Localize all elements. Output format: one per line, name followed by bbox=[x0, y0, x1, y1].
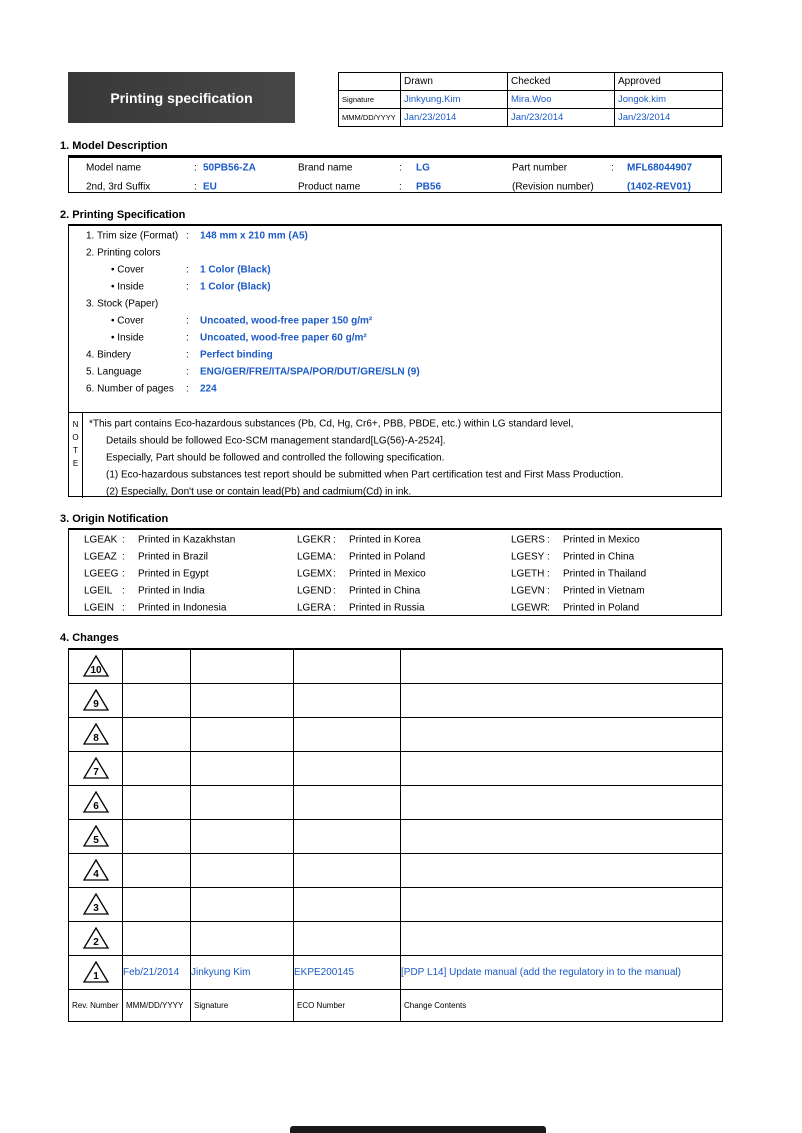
origin-code: LGEIN bbox=[84, 602, 115, 614]
colon: : bbox=[186, 383, 189, 394]
date-drawn: Jan/23/2014 bbox=[401, 109, 508, 127]
origin-country: Printed in Egypt bbox=[138, 568, 209, 580]
rev-number: 9 bbox=[92, 699, 99, 710]
spec-value: 224 bbox=[200, 383, 217, 394]
change-contents bbox=[401, 819, 723, 853]
footer-date: MMM/DD/YYYY bbox=[123, 989, 191, 1021]
note-vertical-label bbox=[69, 413, 83, 498]
origin-code: LGEAZ bbox=[84, 551, 117, 563]
rev-number: 5 bbox=[92, 835, 99, 846]
change-signature bbox=[191, 751, 294, 785]
spec-value: ENG/GER/FRE/ITA/SPA/POR/DUT/GRE/SLN (9) bbox=[200, 366, 420, 377]
change-eco-number bbox=[294, 649, 401, 683]
signature-checked: Mira.Woo bbox=[508, 91, 615, 109]
date-checked: Jan/23/2014 bbox=[508, 109, 615, 127]
origin-code: LGEIL bbox=[84, 585, 113, 597]
origin-code: LGEWR bbox=[511, 602, 548, 614]
suffix-label: 2nd, 3rd Suffix bbox=[86, 181, 151, 192]
spec-row-printing-colors bbox=[69, 244, 721, 261]
change-date bbox=[123, 683, 191, 717]
rev-number: 3 bbox=[92, 903, 99, 914]
rev-triangle-icon bbox=[83, 688, 109, 712]
origin-code: LGETH bbox=[511, 568, 545, 580]
date-row-label: MMM/DD/YYYY bbox=[339, 109, 401, 127]
colon: : bbox=[194, 162, 197, 173]
change-eco-number bbox=[294, 921, 401, 955]
revision-number-value: (1402-REV01) bbox=[627, 181, 691, 192]
change-date bbox=[123, 717, 191, 751]
changes-row-2 bbox=[69, 921, 723, 955]
model-row-1 bbox=[69, 158, 721, 177]
part-number-label: Part number bbox=[512, 162, 568, 173]
change-date bbox=[123, 751, 191, 785]
change-eco-number bbox=[294, 853, 401, 887]
spec-value: Uncoated, wood-free paper 150 g/m² bbox=[200, 315, 373, 326]
spec-row-language bbox=[69, 363, 721, 380]
colon: : bbox=[186, 349, 189, 360]
colon: : bbox=[186, 281, 189, 292]
changes-row-10 bbox=[69, 649, 723, 683]
origin-code: LGERS bbox=[511, 534, 545, 546]
note-letter: E bbox=[72, 459, 79, 468]
note-letter: N bbox=[72, 420, 79, 429]
origin-code: LGEAK bbox=[84, 534, 118, 546]
spec-label: • Inside bbox=[111, 281, 144, 292]
document-title-box bbox=[68, 72, 295, 123]
rev-triangle-icon bbox=[83, 654, 109, 678]
product-name-label: Product name bbox=[298, 181, 361, 192]
origin-country: Printed in Poland bbox=[349, 551, 426, 563]
footer-signature: Signature bbox=[191, 989, 294, 1021]
rev-number: 6 bbox=[92, 801, 99, 812]
origin-row bbox=[69, 583, 721, 600]
spec-row-bindery bbox=[69, 346, 721, 363]
note-content bbox=[83, 413, 721, 498]
rev-number: 7 bbox=[92, 767, 99, 778]
changes-row-3 bbox=[69, 887, 723, 921]
change-date: Feb/21/2014 bbox=[123, 955, 191, 989]
origin-code: LGEKR bbox=[297, 534, 331, 546]
part-number-value: MFL68044907 bbox=[627, 162, 693, 173]
change-signature bbox=[191, 785, 294, 819]
rev-triangle-icon bbox=[83, 756, 109, 780]
spec-label: 3. Stock (Paper) bbox=[86, 298, 159, 309]
approval-col-checked: Checked bbox=[508, 73, 615, 91]
note-letter: T bbox=[73, 446, 78, 455]
spec-value: Perfect binding bbox=[200, 349, 273, 360]
section-title-changes: 4. Changes bbox=[60, 632, 119, 644]
colon: : bbox=[547, 585, 550, 597]
colon: : bbox=[547, 534, 550, 546]
rev-triangle-icon bbox=[83, 960, 109, 984]
rev-triangle-icon bbox=[83, 790, 109, 814]
spec-value: 1 Color (Black) bbox=[200, 281, 271, 292]
spec-value: Uncoated, wood-free paper 60 g/m² bbox=[200, 332, 367, 343]
section-title-model-description: 1. Model Description bbox=[60, 140, 168, 152]
date-approved: Jan/23/2014 bbox=[615, 109, 723, 127]
change-contents bbox=[401, 683, 723, 717]
spec-row-trim-size bbox=[69, 227, 721, 244]
origin-row bbox=[69, 548, 721, 565]
colon: : bbox=[186, 315, 189, 326]
change-signature bbox=[191, 819, 294, 853]
colon: : bbox=[333, 585, 336, 597]
change-signature bbox=[191, 853, 294, 887]
changes-row-7 bbox=[69, 751, 723, 785]
origin-notification-table bbox=[68, 528, 722, 616]
origin-code: LGEND bbox=[297, 585, 332, 597]
change-eco-number bbox=[294, 887, 401, 921]
spec-label: • Cover bbox=[111, 315, 144, 326]
change-contents bbox=[401, 887, 723, 921]
spec-value: 148 mm x 210 mm (A5) bbox=[200, 230, 308, 241]
colon: : bbox=[547, 568, 550, 580]
colon: : bbox=[399, 181, 402, 192]
colon: : bbox=[186, 264, 189, 275]
note-line: (1) Eco-hazardous substances test report should be submitted when Part certification test and First Mass Production. bbox=[106, 469, 624, 480]
product-name-value: PB56 bbox=[416, 181, 442, 192]
approval-date-row bbox=[339, 109, 723, 127]
spec-row-stock-paper bbox=[69, 295, 721, 312]
colon: : bbox=[547, 551, 550, 563]
signature-drawn: Jinkyung.Kim bbox=[401, 91, 508, 109]
change-date bbox=[123, 853, 191, 887]
colon: : bbox=[547, 602, 550, 614]
colon: : bbox=[122, 551, 125, 563]
changes-footer-row bbox=[69, 989, 723, 1021]
change-eco-number bbox=[294, 819, 401, 853]
model-row-2 bbox=[69, 177, 721, 196]
rev-number: 1 bbox=[92, 971, 99, 982]
origin-country: Printed in China bbox=[349, 585, 421, 597]
change-signature bbox=[191, 921, 294, 955]
rev-triangle-icon bbox=[83, 858, 109, 882]
spec-label: 5. Language bbox=[86, 366, 142, 377]
origin-code: LGEEG bbox=[84, 568, 119, 580]
document-title: Printing specification bbox=[110, 89, 253, 106]
change-date bbox=[123, 921, 191, 955]
change-contents bbox=[401, 751, 723, 785]
colon: : bbox=[194, 181, 197, 192]
spec-label: • Cover bbox=[111, 264, 144, 275]
origin-country: Printed in Brazil bbox=[138, 551, 209, 563]
changes-row-6 bbox=[69, 785, 723, 819]
colon: : bbox=[399, 162, 402, 173]
origin-row bbox=[69, 600, 721, 617]
change-signature bbox=[191, 717, 294, 751]
changes-row-9 bbox=[69, 683, 723, 717]
colon: : bbox=[333, 602, 336, 614]
changes-row-5 bbox=[69, 819, 723, 853]
origin-country: Printed in Russia bbox=[349, 602, 425, 614]
origin-code: LGEVN bbox=[511, 585, 545, 597]
change-eco-number: EKPE200145 bbox=[294, 955, 401, 989]
colon: : bbox=[333, 534, 336, 546]
spec-label: • Inside bbox=[111, 332, 144, 343]
note-line: *This part contains Eco-hazardous substances (Pb, Cd, Hg, Cr6+, PBB, PBDE, etc.) within LG standard level, bbox=[89, 418, 574, 429]
approval-header-row bbox=[339, 73, 723, 91]
origin-country: Printed in Mexico bbox=[349, 568, 426, 580]
rev-triangle-icon bbox=[83, 892, 109, 916]
colon: : bbox=[122, 585, 125, 597]
spec-row-number-of-pages bbox=[69, 380, 721, 397]
brand-name-value: LG bbox=[416, 162, 430, 173]
colon: : bbox=[186, 366, 189, 377]
change-signature bbox=[191, 649, 294, 683]
change-date bbox=[123, 887, 191, 921]
colon: : bbox=[122, 602, 125, 614]
note-line: (2) Especially, Don't use or contain lead(Pb) and cadmium(Cd) in ink. bbox=[106, 486, 412, 497]
origin-code: LGEMX bbox=[297, 568, 333, 580]
colon: : bbox=[122, 534, 125, 546]
changes-table bbox=[68, 648, 723, 1022]
signature-row-label: Signature bbox=[339, 91, 401, 109]
section-title-printing-specification: 2. Printing Specification bbox=[60, 209, 186, 221]
change-contents: [PDP L14] Update manual (add the regulatory in to the manual) bbox=[401, 955, 723, 989]
rev-triangle-icon bbox=[83, 926, 109, 950]
colon: : bbox=[186, 332, 189, 343]
spec-row-stock-inside bbox=[69, 329, 721, 346]
origin-code: LGEMA bbox=[297, 551, 333, 563]
change-eco-number bbox=[294, 717, 401, 751]
spec-row-colors-cover bbox=[69, 261, 721, 278]
change-date bbox=[123, 785, 191, 819]
rev-triangle-icon bbox=[83, 824, 109, 848]
changes-row-4 bbox=[69, 853, 723, 887]
spec-value: 1 Color (Black) bbox=[200, 264, 271, 275]
change-date bbox=[123, 649, 191, 683]
change-date bbox=[123, 819, 191, 853]
model-name-label: Model name bbox=[86, 162, 142, 173]
rev-number: 2 bbox=[92, 937, 99, 948]
change-contents bbox=[401, 785, 723, 819]
colon: : bbox=[186, 230, 189, 241]
printing-specification-table bbox=[68, 224, 722, 497]
approval-col-approved: Approved bbox=[615, 73, 723, 91]
origin-country: Printed in India bbox=[138, 585, 205, 597]
colon: : bbox=[122, 568, 125, 580]
origin-country: Printed in Vietnam bbox=[563, 585, 645, 597]
note-line: Details should be followed Eco-SCM management standard[LG(56)-A-2524]. bbox=[106, 435, 446, 446]
changes-row-8 bbox=[69, 717, 723, 751]
origin-country: Printed in Poland bbox=[563, 602, 640, 614]
model-description-table bbox=[68, 155, 722, 193]
spec-label: 6. Number of pages bbox=[86, 383, 174, 394]
note-line: Especially, Part should be followed and controlled the following specification. bbox=[106, 452, 445, 463]
spec-row-stock-cover bbox=[69, 312, 721, 329]
spec-label: 2. Printing colors bbox=[86, 247, 161, 258]
signature-approved: Jongok.kim bbox=[615, 91, 723, 109]
spec-label: 4. Bindery bbox=[86, 349, 132, 360]
approval-table bbox=[338, 72, 723, 127]
rev-number: 4 bbox=[92, 869, 99, 880]
origin-country: Printed in Mexico bbox=[563, 534, 640, 546]
rev-number: 10 bbox=[89, 665, 102, 677]
note-letter: O bbox=[72, 433, 79, 442]
change-eco-number bbox=[294, 683, 401, 717]
changes-row-1 bbox=[69, 955, 723, 989]
change-eco-number bbox=[294, 785, 401, 819]
change-signature bbox=[191, 887, 294, 921]
brand-name-label: Brand name bbox=[298, 162, 353, 173]
footer-eco-number: ECO Number bbox=[294, 989, 401, 1021]
origin-code: LGESY bbox=[511, 551, 545, 563]
colon: : bbox=[333, 551, 336, 563]
origin-country: Printed in Korea bbox=[349, 534, 421, 546]
bottom-bar bbox=[290, 1126, 546, 1133]
origin-country: Printed in China bbox=[563, 551, 635, 563]
section-title-origin-notification: 3. Origin Notification bbox=[60, 513, 169, 525]
change-contents bbox=[401, 853, 723, 887]
printing-spec-rows bbox=[69, 226, 721, 412]
origin-country: Printed in Kazakhstan bbox=[138, 534, 236, 546]
footer-rev-number: Rev. Number bbox=[69, 989, 123, 1021]
change-eco-number bbox=[294, 751, 401, 785]
spec-row-colors-inside bbox=[69, 278, 721, 295]
footer-change-contents: Change Contents bbox=[401, 989, 723, 1021]
rev-number: 8 bbox=[92, 733, 99, 744]
change-signature: Jinkyung Kim bbox=[191, 955, 294, 989]
origin-country: Printed in Indonesia bbox=[138, 602, 227, 614]
suffix-value: EU bbox=[203, 181, 217, 192]
colon: : bbox=[333, 568, 336, 580]
change-contents bbox=[401, 649, 723, 683]
approval-col-drawn: Drawn bbox=[401, 73, 508, 91]
model-name-value: 50PB56-ZA bbox=[203, 162, 256, 173]
note-block bbox=[69, 412, 721, 498]
origin-country: Printed in Thailand bbox=[563, 568, 647, 580]
rev-triangle-icon bbox=[83, 722, 109, 746]
change-contents bbox=[401, 921, 723, 955]
colon: : bbox=[611, 162, 614, 173]
approval-corner-cell bbox=[339, 73, 401, 91]
change-signature bbox=[191, 683, 294, 717]
spec-label: 1. Trim size (Format) bbox=[86, 230, 179, 241]
origin-code: LGERA bbox=[297, 602, 331, 614]
origin-row bbox=[69, 531, 721, 548]
approval-signature-row bbox=[339, 91, 723, 109]
origin-row bbox=[69, 565, 721, 582]
change-contents bbox=[401, 717, 723, 751]
revision-number-label: (Revision number) bbox=[512, 181, 594, 192]
